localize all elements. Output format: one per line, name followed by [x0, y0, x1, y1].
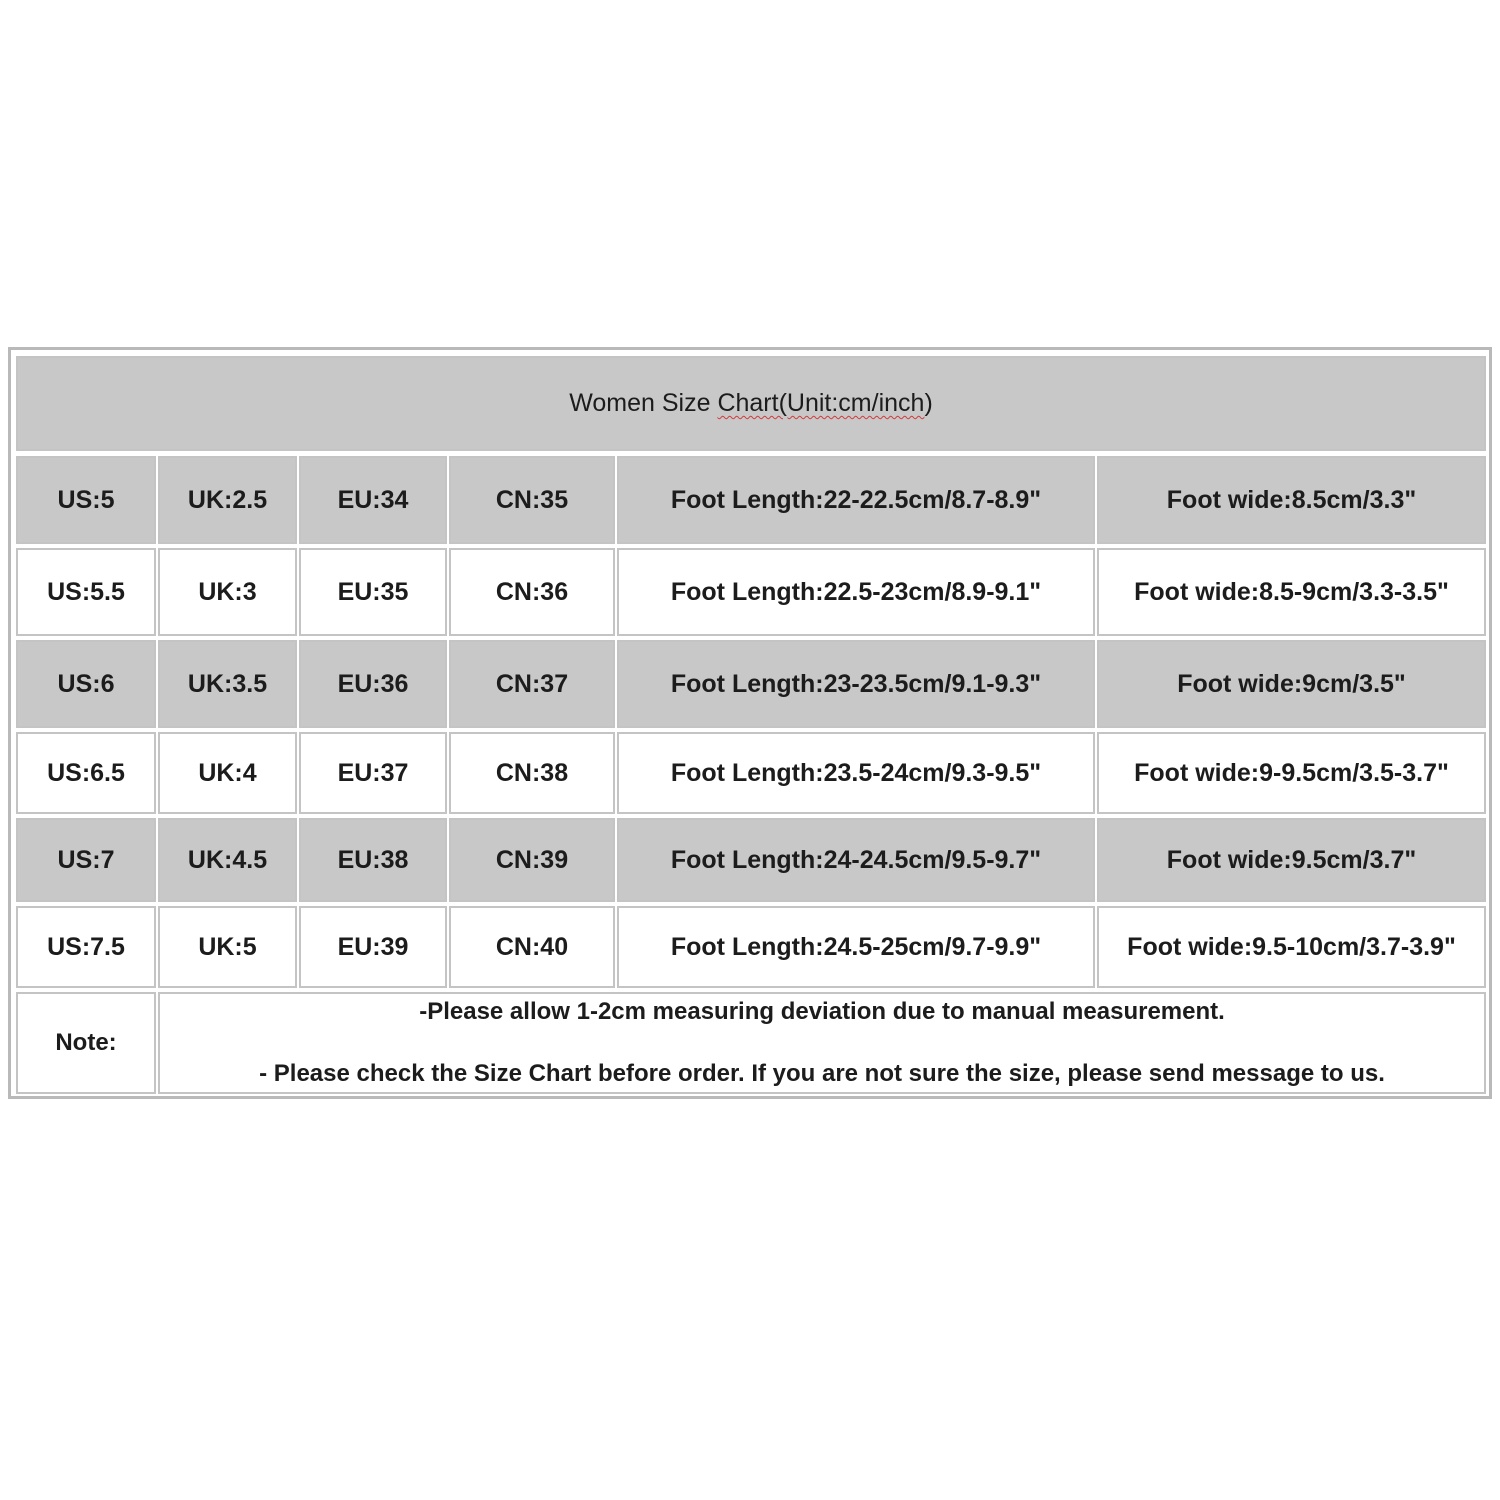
note-line-check-chart: - Please check the Size Chart before order. If you are not sure the size, please send message to us. [259, 1060, 1385, 1087]
foot-length-cell: Foot Length:24-24.5cm/9.5-9.7" [617, 818, 1095, 902]
size-eu-cell: EU:39 [299, 906, 447, 988]
size-us-cell: US:7 [16, 818, 156, 902]
size-cn-cell: CN:39 [449, 818, 615, 902]
size-us-cell: US:5 [16, 456, 156, 544]
foot-wide-cell: Foot wide:8.5-9cm/3.3-3.5" [1097, 548, 1486, 636]
size-us-cell: US:7.5 [16, 906, 156, 988]
size-eu-cell: EU:38 [299, 818, 447, 902]
size-cn-cell: CN:36 [449, 548, 615, 636]
foot-length-cell: Foot Length:23-23.5cm/9.1-9.3" [617, 640, 1095, 728]
foot-length-cell: Foot Length:22.5-23cm/8.9-9.1" [617, 548, 1095, 636]
size-cn-cell: CN:37 [449, 640, 615, 728]
foot-wide-cell: Foot wide:9.5cm/3.7" [1097, 818, 1486, 902]
size-us-cell: US:6 [16, 640, 156, 728]
note-text [158, 992, 1486, 1094]
foot-wide-cell: Foot wide:9cm/3.5" [1097, 640, 1486, 728]
size-eu-cell: EU:34 [299, 456, 447, 544]
foot-wide-cell: Foot wide:9.5-10cm/3.7-3.9" [1097, 906, 1486, 988]
foot-length-cell: Foot Length:24.5-25cm/9.7-9.9" [617, 906, 1095, 988]
chart-title [16, 356, 1486, 451]
size-eu-cell: EU:35 [299, 548, 447, 636]
size-cn-cell: CN:38 [449, 732, 615, 814]
size-us-cell: US:6.5 [16, 732, 156, 814]
size-uk-cell: UK:4 [158, 732, 297, 814]
spellcheck-underlined-text: Chart(Unit:cm/inch [717, 389, 925, 417]
size-uk-cell: UK:3.5 [158, 640, 297, 728]
size-us-cell: US:5.5 [16, 548, 156, 636]
foot-wide-cell: Foot wide:8.5cm/3.3" [1097, 456, 1486, 544]
size-chart-table [8, 347, 1492, 1099]
note-label: Note: [16, 992, 156, 1094]
note-line-deviation: -Please allow 1-2cm measuring deviation due to manual measurement. [419, 998, 1225, 1025]
size-uk-cell: UK:4.5 [158, 818, 297, 902]
size-cn-cell: CN:35 [449, 456, 615, 544]
size-uk-cell: UK:3 [158, 548, 297, 636]
size-eu-cell: EU:36 [299, 640, 447, 728]
size-eu-cell: EU:37 [299, 732, 447, 814]
foot-length-cell: Foot Length:23.5-24cm/9.3-9.5" [617, 732, 1095, 814]
size-uk-cell: UK:5 [158, 906, 297, 988]
foot-length-cell: Foot Length:22-22.5cm/8.7-8.9" [617, 456, 1095, 544]
foot-wide-cell: Foot wide:9-9.5cm/3.5-3.7" [1097, 732, 1486, 814]
chart-title-text: Women Size Chart(Unit:cm/inch) [569, 389, 933, 417]
size-uk-cell: UK:2.5 [158, 456, 297, 544]
size-cn-cell: CN:40 [449, 906, 615, 988]
